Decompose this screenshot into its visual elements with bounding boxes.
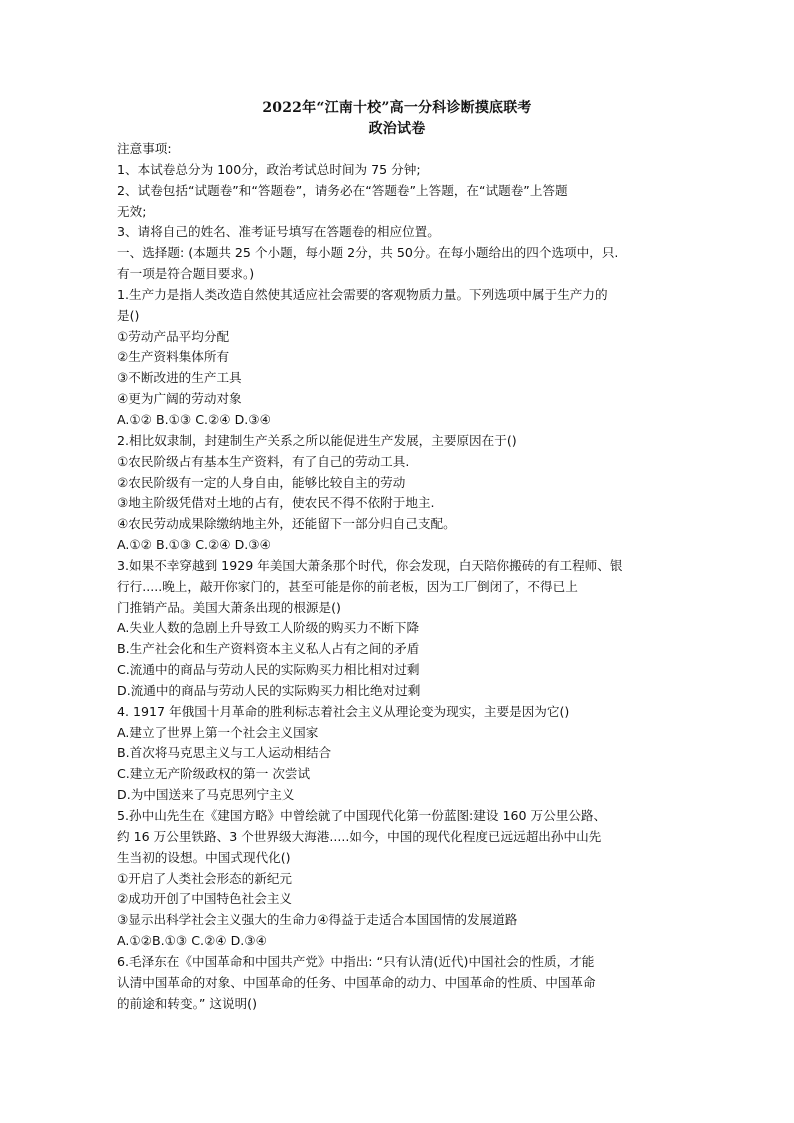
text-line: 是() [117,307,140,323]
text-line: A.①② B.①③ C.②④ D.③④ [117,411,271,427]
text-line: ②农民阶级有一定的人身自由，能够比较自主的劳动 [117,474,406,490]
text-line: ②生产资料集体所有 [117,349,230,365]
text-line: 6.毛泽东在《中国革命和中国共产党》中指出: “只有认清(近代)中国社会的性质，才能 [117,953,595,969]
text-line: 一、选择题: (本题共 25 个小题，每小题 2分，共 50分。在每小题给出的四个选项中，只. [117,245,619,261]
text-line: ①劳动产品平均分配 [117,328,230,344]
text-line: C.建立无产阶级政权的第一 次尝试 [117,766,311,782]
text-line: 3、请将自己的姓名、准考证号填写在答题卷的相应位置。 [117,224,440,240]
text-line: ①农民阶级占有基本生产资料，有了自己的劳动工具. [117,453,410,469]
text-line: 无效; [117,203,147,219]
text-line: 注意事项: [117,141,172,156]
text-line: 5.孙中山先生在《建国方略》中曾绘就了中国现代化第一份蓝图:建设 160 万公里公路、 [117,808,607,823]
text-line: A.①② B.①③ C.②④ D.③④ [117,537,271,553]
text-line: 的前途和转变。” 这说明() [117,995,257,1011]
text-line: ①开启了人类社会形态的新纪元 [117,870,293,886]
text-line: 2、试卷包括“试题卷”和“答题卷”，请务必在“答题卷”上答题，在“试题卷”上答题 [117,182,568,198]
text-line: 约 16 万公里铁路、3 个世界级大海港.....如今，中国的现代化程度已远远超出孙中山先 [117,828,602,844]
text-line: 2.相比奴隶制，封建制生产关系之所以能促进生产发展，主要原因在于() [117,432,517,448]
text-line: D.流通中的商品与劳动人民的实际购买力相比绝对过剩 [117,682,421,698]
text-line: A.建立了世界上第一个社会主义国家 [117,724,319,740]
text-line: 有一项是符合题目要求。) [117,266,255,282]
text-line: 1、本试卷总分为 100分，政治考试总时间为 75 分钟; [117,161,421,177]
text-line: 4. 1917 年俄国十月革命的胜利标志着社会主义从理论变为现实，主要是因为它() [117,703,570,719]
text-line: ③显示出科学社会主义强大的生命力④得益于走适合本国国情的发展道路 [117,912,518,928]
text-line: ④更为广阔的劳动对象 [117,391,242,407]
text-line: ②成功开创了中国特色社会主义 [117,891,293,907]
text-line: C.流通中的商品与劳动人民的实际购买力相比相对过剩 [117,662,420,678]
text-line: A.失业人数的急剧上升导致工人阶级的购买力不断下降 [117,620,420,636]
text-line: 生当初的设想。中国式现代化() [117,849,291,865]
text-line: 3.如果不幸穿越到 1929 年美国大萧条那个时代，你会发现，白天陪你搬砖的有工程师、银 [117,557,623,573]
text-line: A.①②B.①③ C.②④ D.③④ [117,933,267,949]
exam-body [117,139,677,1014]
text-line: 1.生产力是指人类改造自然使其适应社会需要的客观物质力量。下列选项中属于生产力的 [117,286,608,302]
text-line: 行行.....晚上，敲开你家门的，甚至可能是你的前老板，因为工厂倒闭了，不得已上 [117,578,578,594]
exam-title: 2022年“江南十校”高一分科诊断摸底联考 [262,100,532,116]
text-line: B.首次将马克思主义与工人运动相结合 [117,745,332,761]
exam-subtitle: 政治试卷 [368,121,426,137]
text-line: ④农民劳动成果除缴纳地主外，还能留下一部分归自己支配。 [117,516,456,532]
text-line: ③不断改进的生产工具 [117,370,242,386]
text-line: D.为中国送来了马克思列宁主义 [117,787,295,803]
text-line: 门推销产品。美国大萧条出现的根源是() [117,599,341,615]
text-line: 认清中国革命的对象、中国革命的任务、中国革命的动力、中国革命的性质、中国革命 [117,974,596,990]
text-line: ③地主阶级凭借对土地的占有，使农民不得不依附于地主. [117,495,435,511]
text-line: B.生产社会化和生产资料资本主义私人占有之间的矛盾 [117,641,420,657]
